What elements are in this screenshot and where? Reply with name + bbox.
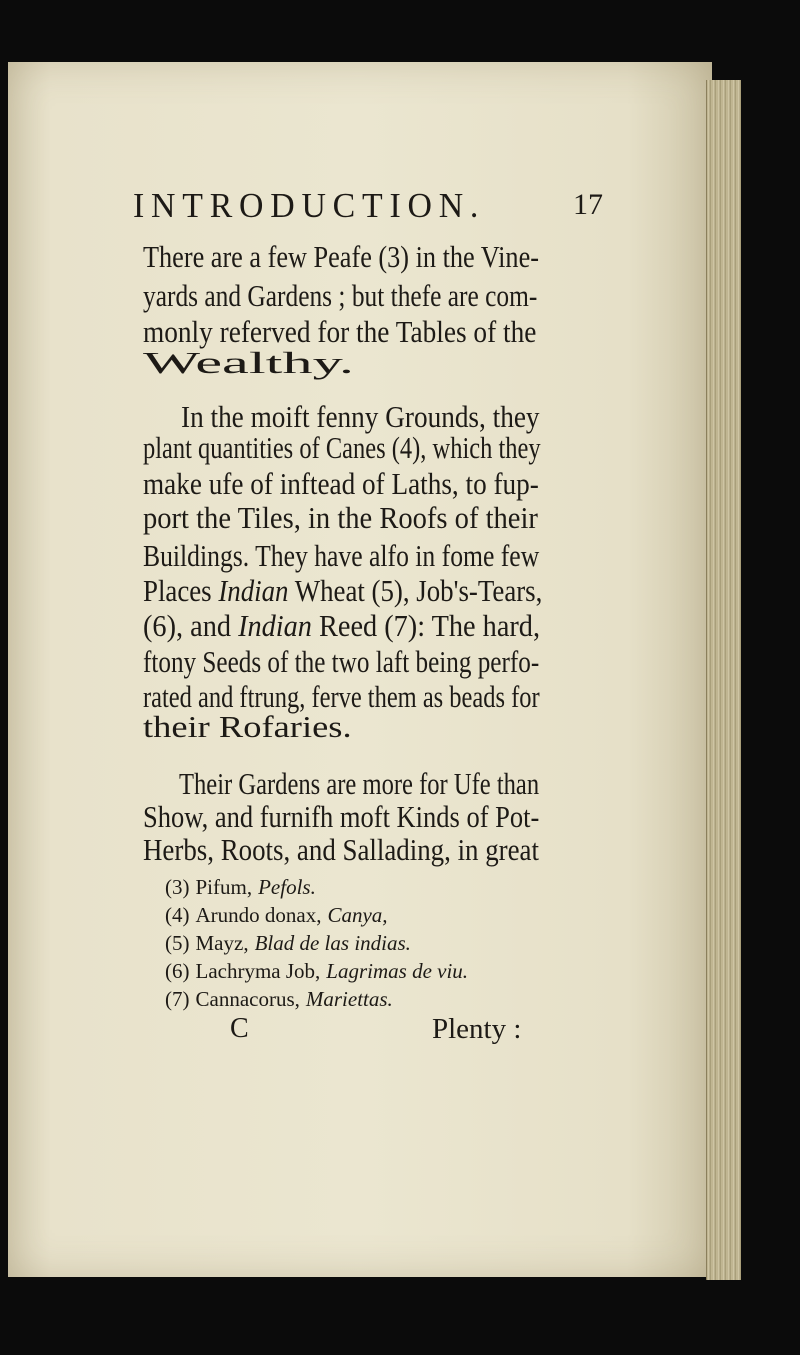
text-line: Their Gardens are more for Ufe than: [179, 767, 540, 801]
footnote-vernacular-name: Mariettas.: [305, 987, 393, 1011]
footnote-latin-name: Pifum,: [195, 875, 253, 899]
footnote-number: (6): [165, 959, 190, 983]
italic-word: Indian: [218, 574, 289, 608]
catchword: Plenty :: [432, 1013, 522, 1045]
text-run: Wheat (5), Job's-Tears,: [288, 574, 543, 608]
footnote: [165, 989, 393, 1010]
text-line: yards and Gardens ; but thefe are com-: [143, 279, 538, 313]
text-line: ftony Seeds of the two laft being perfo-: [143, 645, 540, 679]
text-line: There are a few Peafe (3) in the Vine-: [143, 240, 539, 274]
footnote-number: (3): [165, 875, 190, 899]
text-line: In the moift fenny Grounds, they: [181, 400, 540, 434]
footnote-vernacular-name: Pefols.: [258, 875, 316, 899]
text-line: make ufe of inftead of Laths, to fup-: [143, 467, 539, 501]
page-edge-stack: [706, 80, 741, 1280]
text-line: Herbs, Roots, and Sallading, in great: [143, 833, 539, 867]
text-line: Show, and furnifh moft Kinds of Pot-: [143, 800, 540, 834]
footnote-latin-name: Cannacorus,: [195, 987, 300, 1011]
running-head: INTRODUCTION.: [133, 186, 486, 225]
text-run: (6), and: [143, 609, 239, 643]
footnote-latin-name: Lachryma Job,: [195, 959, 321, 983]
text-line: port the Tiles, in the Roofs of their: [143, 501, 538, 535]
footnote-vernacular-name: Canya,: [327, 903, 388, 927]
text-line: monly referved for the Tables of the: [143, 315, 537, 349]
text-line: their Rofaries.: [143, 710, 352, 744]
footnote-latin-name: Mayz,: [195, 931, 249, 955]
footnote-vernacular-name: Lagrimas de viu.: [326, 959, 469, 983]
text-line: Buildings. They have alfo in fome few: [143, 539, 540, 573]
text-line: [143, 576, 542, 607]
footnote: [165, 877, 316, 898]
text-line: Wealthy.: [143, 346, 355, 380]
footnote-vernacular-name: Blad de las indias.: [254, 931, 411, 955]
footnote-latin-name: Arundo donax,: [195, 903, 322, 927]
footnote: [165, 905, 388, 926]
text-line: plant quantities of Canes (4), which they: [143, 431, 541, 465]
page-number: 17: [573, 188, 603, 221]
text-line: [143, 611, 540, 642]
footnote: [165, 961, 468, 982]
signature-mark: C: [230, 1013, 249, 1044]
footnote: [165, 933, 411, 954]
text-line: rated and ftrung, ferve them as beads for: [143, 680, 540, 714]
text-run: Reed (7): The hard,: [311, 609, 541, 643]
footnote-number: (5): [165, 931, 190, 955]
footnote-number: (7): [165, 987, 190, 1011]
text-run: Places: [143, 574, 219, 608]
italic-word: Indian: [238, 609, 312, 643]
footnote-number: (4): [165, 903, 190, 927]
